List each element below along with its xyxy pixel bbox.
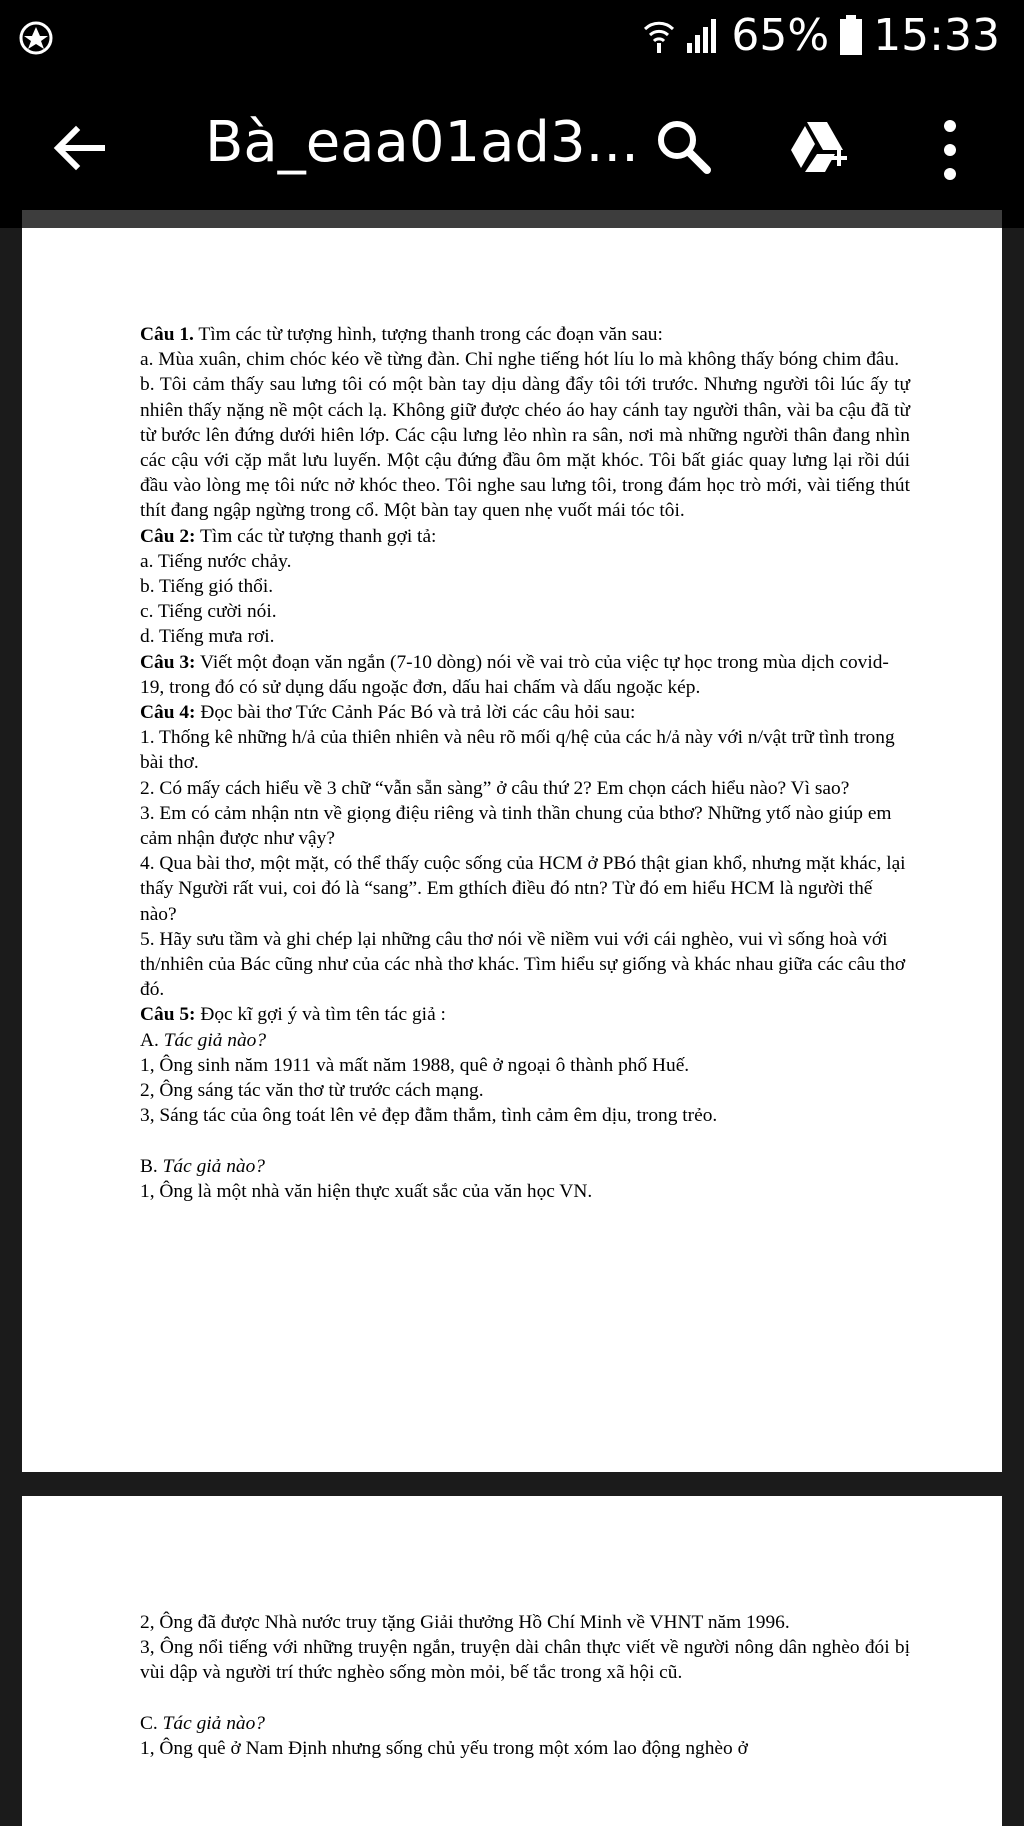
document-page-2[interactable] xyxy=(22,1496,1002,1826)
list-item: 1, Ông sinh năm 1911 và mất năm 1988, quê ở ngoại ô thành phố Huế. xyxy=(140,1054,690,1076)
question-5-heading: Câu 5: Đọc kĩ gợi ý và tìm tên tác giả : xyxy=(140,1004,446,1026)
app-notification-icon xyxy=(18,20,54,56)
question-1-part-b: b. Tôi cảm thấy sau lưng tôi có một bàn tay dịu dàng đẩy tôi tới trước. Nhưng người tôi lúc ấy tự nhiên thấy nặng nề một cách lạ. Không giữ được chéo áo hay cánh tay người thân, vài ba cậu đã từ từ bước lên đứng dưới hiên lớp. Các cậu lưng lẻo nhìn ra sân, nơi mà những người thân đang nhìn các cậu với cặp mắt lưu luyến. Một cậu đứng đầu ôm mặt khóc. Tôi bất giác quay lưng lại rồi dúi đầu vào lòng mẹ tôi nức nở khóc theo. Tôi nghe sau lưng tôi, trong đám học trò mới, vài tiếng thút thít đang ngập ngừng trong cổ. Một bàn tay quen nhẹ vuốt mái tóc tôi. xyxy=(140,374,910,522)
drive-add-icon[interactable] xyxy=(787,120,849,178)
list-item: 2, Ông đã được Nhà nước truy tặng Giải thưởng Hồ Chí Minh về VHNT năm 1996. xyxy=(140,1612,790,1633)
page-2-text xyxy=(140,1610,910,1761)
question-4-heading: Câu 4: Đọc bài thơ Tức Cảnh Pác Bó và trả lời các câu hỏi sau: xyxy=(140,702,636,724)
battery-icon xyxy=(839,14,863,56)
app-bar xyxy=(0,70,1024,228)
back-arrow-icon[interactable] xyxy=(50,120,106,176)
list-item: 1, Ông là một nhà văn hiện thực xuất sắc của văn học VN. xyxy=(140,1180,593,1202)
list-item: a. Tiếng nước chảy. xyxy=(140,550,292,572)
list-item: 2. Có mấy cách hiểu về 3 chữ “vẫn sẵn sàng” ở câu thứ 2? Em chọn cách hiểu nào? Vì sao? xyxy=(140,777,850,799)
question-1-heading: Câu 1. Tìm các từ tượng hình, tượng thanh trong các đoạn văn sau: xyxy=(140,324,663,345)
list-item: 3. Em có cảm nhận ntn về giọng điệu riêng và tinh thần chung của bthơ? Những ytố nào giúp em cảm nhận được như vậy? xyxy=(140,802,892,850)
document-page-1[interactable] xyxy=(22,228,1002,1472)
wifi-icon xyxy=(643,15,675,55)
question-2-heading: Câu 2: Tìm các từ tượng thanh gợi tả: xyxy=(140,525,437,547)
section-c-heading: C. Tác giả nào? xyxy=(140,1712,265,1734)
list-item: d. Tiếng mưa rơi. xyxy=(140,626,275,648)
document-title: Bà_eaa01ad3... xyxy=(205,110,639,175)
list-item: 4. Qua bài thơ, một mặt, có thể thấy cuộc sống của HCM ở PBó thật gian khổ, nhưng mặt khác, lại thấy Người rất vui, coi đó là “sang”. Em gthích điều đó ntn? Từ đó em hiểu HCM là người thế nào? xyxy=(140,853,906,925)
list-item: 1, Ông quê ở Nam Định nhưng sống chủ yếu trong một xóm lao động nghèo ở xyxy=(140,1737,748,1759)
question-1-part-a: a. Mùa xuân, chim chóc kéo về từng đàn. Chỉ nghe tiếng hót líu lo mà không thấy bóng chim đâu. xyxy=(140,349,900,371)
question-3: Câu 3: Viết một đoạn văn ngắn (7-10 dòng) nói về vai trò của việc tự học trong mùa dịch covid-19, trong đó có sử dụng dấu ngoặc đơn, dấu hai chấm và dấu ngoặc kép. xyxy=(140,651,889,698)
more-vert-icon[interactable] xyxy=(935,118,965,182)
section-a-heading: A. Tác giả nào? xyxy=(140,1029,267,1051)
list-item: 5. Hãy sưu tầm và ghi chép lại những câu thơ nói về niềm vui với cái nghèo, vui vì sống hoà với th/nhiên của Bác cũng như của các nhà thơ khác. Tìm hiểu sự giống và khác nhau giữa các câu thơ đó. xyxy=(140,928,906,1001)
page-1-text xyxy=(140,322,910,1204)
page-separator xyxy=(22,210,1002,228)
clock: 15:33 xyxy=(873,9,1000,61)
section-b-heading: B. Tác giả nào? xyxy=(140,1155,265,1177)
status-bar xyxy=(0,0,1024,70)
battery-percent: 65% xyxy=(731,9,830,61)
list-item: 3, Sáng tác của ông toát lên vẻ đẹp đằm thắm, tình cảm êm dịu, trong trẻo. xyxy=(140,1105,718,1127)
list-item: 2, Ông sáng tác văn thơ từ trước cách mạng. xyxy=(140,1080,484,1102)
signal-icon xyxy=(685,15,721,55)
list-item: 3, Ông nổi tiếng với những truyện ngắn, truyện dài chân thực viết về người nông dân nghèo đói bị vùi dập và người trí thức nghèo sống mòn mỏi, bế tắc trong xã hội cũ. xyxy=(140,1637,910,1684)
list-item: 1. Thống kê những h/ả của thiên nhiên và nêu rõ mối q/hệ của các h/ả này với n/vật trữ tình trong bài thơ. xyxy=(140,727,895,774)
list-item: c. Tiếng cười nói. xyxy=(140,601,277,623)
search-icon[interactable] xyxy=(655,118,711,174)
list-item: b. Tiếng gió thổi. xyxy=(140,576,274,598)
